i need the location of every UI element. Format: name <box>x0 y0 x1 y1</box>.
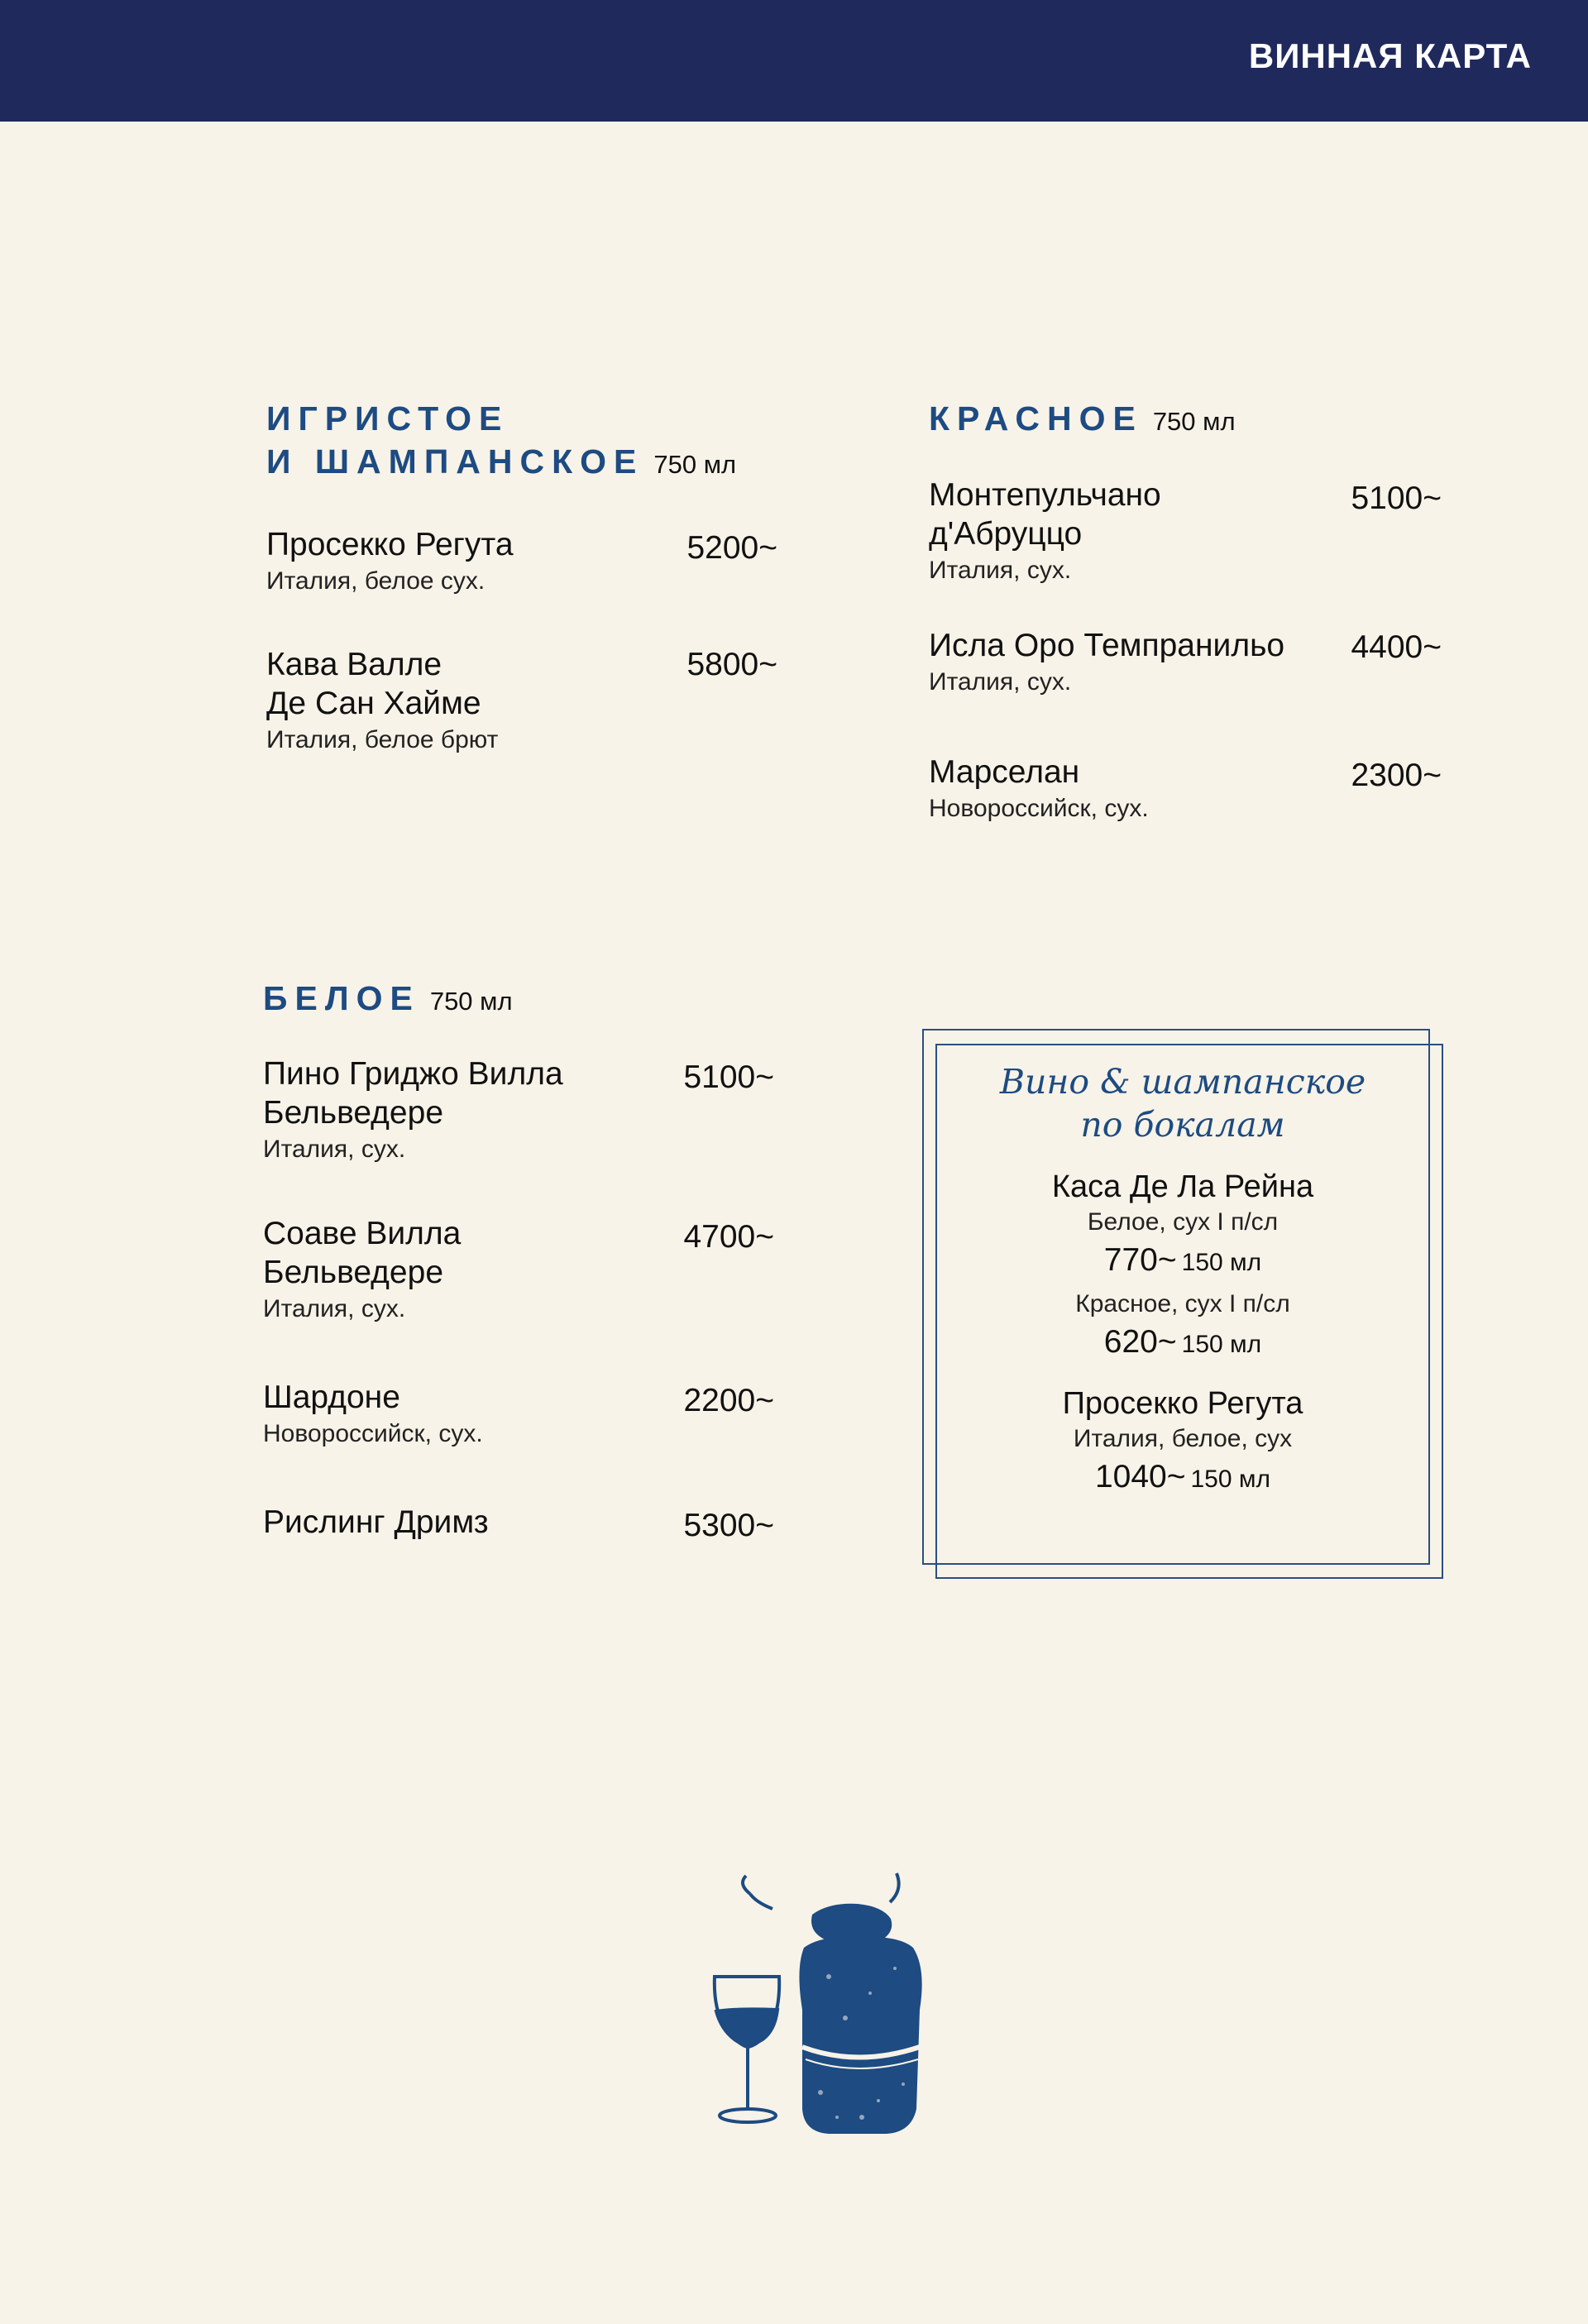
price-unit: 150 мл <box>1181 1331 1262 1358</box>
item-name: Исла Оро Темпранильо <box>929 628 1285 663</box>
item-name-line2: д'Абруццо <box>929 516 1083 552</box>
section-unit: 750 мл <box>429 987 513 1016</box>
price-value: 620~ <box>1103 1324 1177 1360</box>
item-name: Просекко Регута <box>266 527 514 562</box>
menu-item <box>929 476 1442 588</box>
item-price: 5200~ <box>686 530 777 566</box>
menu-item <box>263 1378 774 1451</box>
section-unit: 750 мл <box>653 450 737 479</box>
glass-variant-desc: Белое, сух I п/сл <box>1087 1208 1279 1236</box>
section-sparkling <box>266 397 777 758</box>
item-price: 2200~ <box>683 1383 774 1418</box>
by-glass-panel <box>922 1060 1443 1501</box>
section-title-text: БЕЛОЕ <box>263 979 420 1017</box>
item-desc: Новороссийск, сух. <box>929 795 1149 822</box>
item-name-line1: Монтепульчано <box>929 477 1161 513</box>
by-glass-title-line1: Вино & шампанское <box>999 1062 1366 1102</box>
price-unit: 150 мл <box>1181 1249 1262 1276</box>
item-desc: Италия, сух. <box>263 1136 406 1163</box>
item-desc: Италия, сух. <box>929 668 1072 696</box>
header-bar <box>0 0 1588 122</box>
menu-item <box>263 1214 774 1327</box>
section-title-line2: И ШАМПАНСКОЕ <box>266 442 644 481</box>
item-name-line2: Бельведере <box>263 1095 444 1131</box>
section-title <box>263 977 774 1023</box>
item-price: 5300~ <box>683 1508 774 1543</box>
item-price: 5100~ <box>683 1059 774 1095</box>
wine-illustration <box>705 1869 936 2142</box>
menu-item <box>266 645 777 758</box>
menu-item <box>929 626 1442 700</box>
section-title <box>266 397 777 486</box>
glass-item-name: Просекко Регута <box>1062 1386 1303 1421</box>
item-price: 4400~ <box>1351 629 1442 665</box>
item-name-line1: Пино Гриджо Вилла <box>263 1056 563 1092</box>
item-name: Шардоне <box>263 1380 400 1415</box>
item-price: 2300~ <box>1351 758 1442 793</box>
glass-item-name: Каса Де Ла Рейна <box>1051 1169 1314 1204</box>
by-glass-title-line2: по бокалам <box>1080 1105 1285 1145</box>
glass-item <box>922 1384 1443 1501</box>
menu-item <box>266 525 777 599</box>
item-price: 4700~ <box>683 1219 774 1255</box>
glass-item <box>922 1168 1443 1366</box>
section-white <box>263 977 774 1542</box>
section-title-line1: ИГРИСТОЕ <box>266 399 509 438</box>
price-value: 770~ <box>1103 1242 1177 1278</box>
item-name-line2: Де Сан Хайме <box>266 686 481 721</box>
price-value: 1040~ <box>1094 1459 1186 1494</box>
item-desc: Италия, сух. <box>263 1295 406 1322</box>
item-desc: Новороссийск, сух. <box>263 1420 483 1447</box>
glass-variant-price <box>922 1321 1443 1366</box>
price-unit: 150 мл <box>1190 1466 1271 1493</box>
glass-variant-desc: Италия, белое, сух <box>1073 1425 1293 1452</box>
glass-variant-price <box>922 1456 1443 1501</box>
wine-bottle-icon <box>743 1873 922 2134</box>
item-price: 5800~ <box>686 647 777 682</box>
item-name-line1: Кава Валле <box>266 647 442 682</box>
glass-variant-desc: Красное, сух I п/сл <box>1075 1290 1290 1317</box>
section-red <box>929 397 1442 826</box>
item-name: Рислинг Дримз <box>263 1504 489 1540</box>
menu-item <box>263 1503 774 1542</box>
wine-glass-icon <box>715 1977 779 2122</box>
menu-item <box>929 753 1442 826</box>
item-desc: Италия, белое сух. <box>266 567 485 595</box>
section-title-text: КРАСНОЕ <box>929 399 1143 438</box>
item-desc: Италия, белое брют <box>266 726 499 753</box>
section-title <box>929 397 1442 443</box>
item-desc: Италия, сух. <box>929 557 1072 584</box>
item-name-line2: Бельведере <box>263 1255 444 1290</box>
page-title: ВИННАЯ КАРТА <box>1248 36 1532 75</box>
glass-variant-price <box>922 1239 1443 1284</box>
item-name: Марселан <box>929 754 1080 790</box>
section-unit: 750 мл <box>1152 407 1236 436</box>
menu-item <box>263 1054 774 1167</box>
item-price: 5100~ <box>1351 481 1442 516</box>
item-name-line1: Соаве Вилла <box>263 1216 462 1251</box>
